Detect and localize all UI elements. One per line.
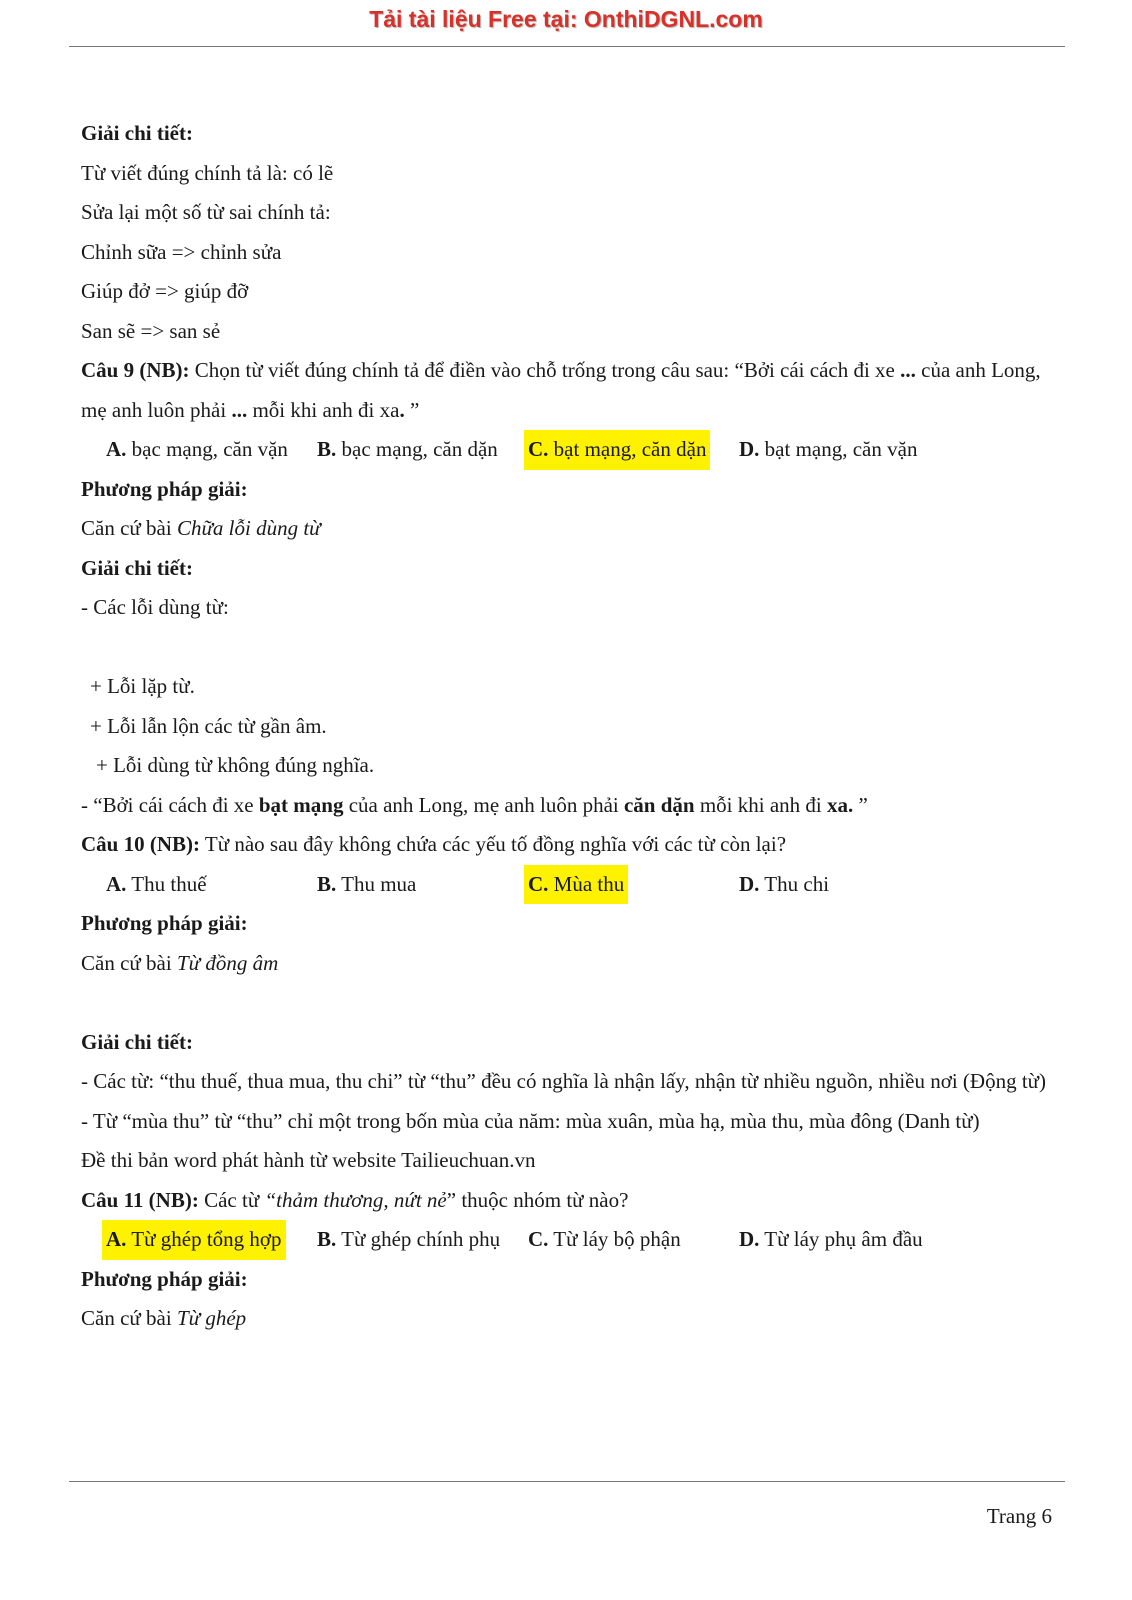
option-a[interactable]: A. Thu thuế bbox=[106, 871, 207, 896]
option-c[interactable]: C. Từ láy bộ phận bbox=[528, 1227, 681, 1251]
document-body bbox=[81, 114, 1061, 1339]
text-line: San sẽ => san sẻ bbox=[81, 318, 221, 343]
text-line: Từ viết đúng chính tả là: có lẽ bbox=[81, 160, 334, 185]
question-text: mỗi khi anh đi xa bbox=[247, 397, 400, 422]
text-line: Giúp đở => giúp đỡ bbox=[81, 279, 249, 303]
list-item: + Lỗi lặp từ. bbox=[90, 674, 195, 698]
question-text: Chọn từ viết đúng chính tả để điền vào chỗ trống trong câu sau: “Bởi cái cách đi xe bbox=[189, 358, 901, 382]
source-notice: Đề thi bản word phát hành từ website Tailieuchuan.vn bbox=[81, 1148, 536, 1172]
option-b[interactable]: B. Từ ghép chính phụ bbox=[317, 1227, 501, 1251]
question-10 bbox=[81, 825, 1061, 865]
detail-heading: Giải chi tiết: bbox=[81, 1029, 193, 1054]
blank-dots: ... bbox=[231, 397, 248, 422]
method-heading: Phương pháp giải: bbox=[81, 1266, 248, 1291]
site-banner: Tải tài liệu Free tại: OnthiDGNL.com bbox=[369, 6, 763, 32]
question-label: Câu 9 (NB): bbox=[81, 358, 190, 382]
text-paragraph: - Các từ: “thu thuế, thua mua, thu chi” từ “thu” đều có nghĩa là nhận lấy, nhận từ nhiều nguồn, nhiều nơi (Động từ) bbox=[81, 1069, 1047, 1093]
text-paragraph: - Từ “mùa thu” từ “thu” chỉ một trong bốn mùa của năm: mùa xuân, mùa hạ, mùa thu, mùa đông (Danh từ) bbox=[81, 1108, 980, 1133]
option-d[interactable]: D. bạt mạng, căn vặn bbox=[739, 437, 918, 461]
footer-divider bbox=[69, 1481, 1065, 1482]
question-9 bbox=[81, 351, 1061, 430]
question-label: Câu 10 (NB): bbox=[81, 832, 200, 856]
answer-options bbox=[81, 865, 1061, 905]
option-c-correct[interactable]: C. Mùa thu bbox=[524, 865, 628, 905]
question-text: Từ nào sau đây không chứa các yếu tố đồng nghĩa với các từ còn lại? bbox=[200, 832, 787, 856]
option-a-correct[interactable]: A. Từ ghép tổng hợp bbox=[102, 1220, 286, 1260]
header-divider bbox=[69, 46, 1065, 47]
method-heading: Phương pháp giải: bbox=[81, 476, 248, 501]
option-c-correct[interactable]: C. bạt mạng, căn dặn bbox=[524, 430, 710, 470]
option-d[interactable]: D. Từ láy phụ âm đầu bbox=[739, 1227, 923, 1251]
list-item: + Lỗi lẫn lộn các từ gần âm. bbox=[90, 713, 327, 738]
page-number: Trang 6 bbox=[986, 1504, 1052, 1528]
question-label: Câu 11 (NB): bbox=[81, 1187, 199, 1212]
list-item: + Lỗi dùng từ không đúng nghĩa. bbox=[96, 753, 375, 777]
question-text: của anh Long, mẹ anh luôn phải bbox=[81, 358, 1041, 422]
question-11: Câu 11 (NB): Các từ “thảm thương, nứt nẻ” thuộc nhóm từ nào? bbox=[81, 1187, 629, 1212]
option-d[interactable]: D. Thu chi bbox=[739, 871, 830, 896]
answer-options bbox=[81, 1220, 1061, 1260]
method-text: Căn cứ bài Từ đồng âm bbox=[81, 950, 279, 975]
option-a[interactable]: A. bạc mạng, căn vặn bbox=[106, 437, 288, 461]
method-heading: Phương pháp giải: bbox=[81, 911, 248, 935]
text-line: - Các lỗi dùng từ: bbox=[81, 595, 229, 619]
method-text: Căn cứ bài Chữa lỗi dùng từ bbox=[81, 516, 321, 540]
option-b[interactable]: B. bạc mạng, căn dặn bbox=[317, 437, 498, 461]
blank-dots: ... bbox=[900, 358, 916, 382]
text-line: Sửa lại một số từ sai chính tả: bbox=[81, 200, 331, 224]
method-text: Căn cứ bài Từ ghép bbox=[81, 1306, 247, 1330]
question-text: ” bbox=[404, 397, 420, 422]
answer-explanation: - “Bởi cái cách đi xe bạt mạng của anh Long, mẹ anh luôn phải căn dặn mỗi khi anh đi xa. ” bbox=[81, 792, 868, 817]
detail-heading: Giải chi tiết: bbox=[81, 555, 193, 580]
text-line: Chỉnh sữa => chỉnh sửa bbox=[81, 239, 282, 264]
option-b[interactable]: B. Thu mua bbox=[317, 871, 417, 896]
detail-heading: Giải chi tiết: bbox=[81, 121, 193, 145]
question-text: . bbox=[399, 397, 405, 422]
answer-options bbox=[81, 430, 1061, 470]
